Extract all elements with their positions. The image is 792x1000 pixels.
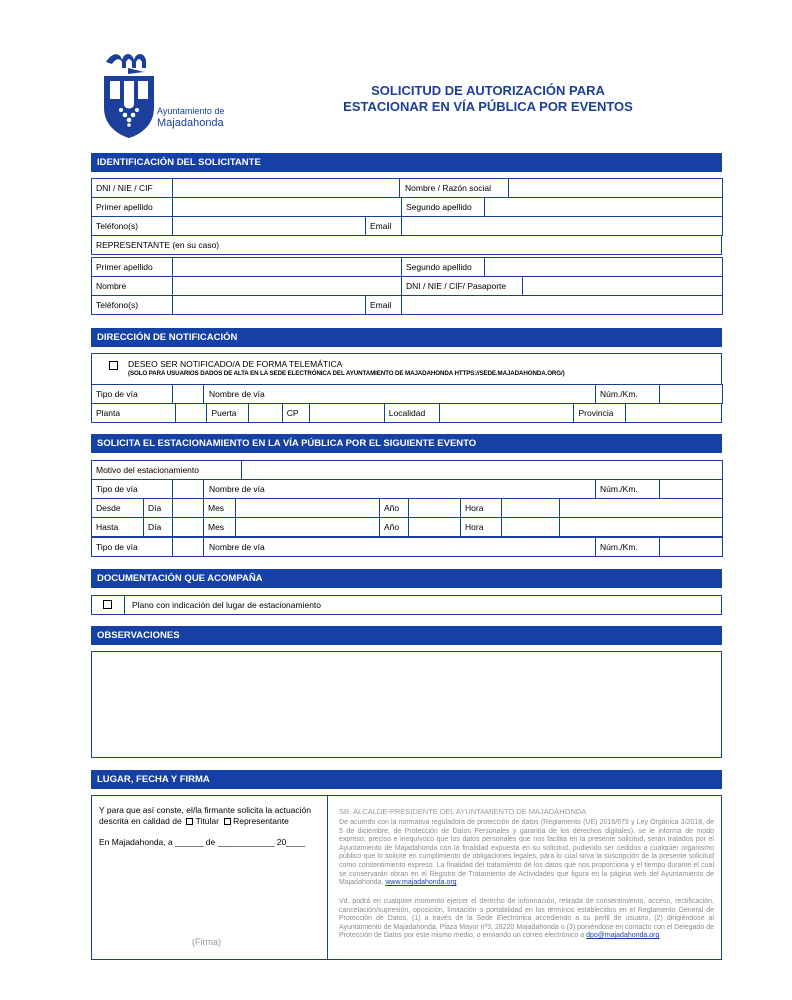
section-direccion: DIRECCIÓN DE NOTIFICACIÓN xyxy=(91,328,722,347)
nombre-via-label xyxy=(204,385,596,404)
identificacion-table xyxy=(91,178,723,198)
planta-label: Planta xyxy=(92,404,176,423)
evento2-num-km-label: Núm./Km. xyxy=(596,538,660,557)
hasta-mes-label: Mes xyxy=(204,518,236,537)
evento2-tipo-via-label: Tipo de vía xyxy=(92,538,173,557)
telefono-table xyxy=(91,216,723,236)
direccion-row-1 xyxy=(91,384,723,404)
vertical-divider xyxy=(327,796,328,959)
evento-via-row xyxy=(91,479,723,499)
desde-dia-input[interactable] xyxy=(173,499,204,518)
representante-label-firma: Representante xyxy=(233,816,289,826)
localidad-input[interactable] xyxy=(440,404,574,423)
telematica-label: DESEO SER NOTIFICADO/A DE FORMA TELEMÁTICA xyxy=(128,359,343,369)
evento-num-km-input[interactable] xyxy=(660,480,723,499)
destinatario: SR. ALCALDE-PRESIDENTE DEL AYUNTAMIENTO DE MAJADAHONDA xyxy=(339,807,587,816)
rep-nombre-table xyxy=(91,276,723,296)
representante-checkbox[interactable] xyxy=(224,818,231,825)
rep-apellidos-table xyxy=(91,257,723,277)
planta-input[interactable] xyxy=(175,404,207,423)
evento-tipo-via-input[interactable] xyxy=(173,480,204,499)
provincia-label: Provincia xyxy=(574,404,626,423)
firma-placeholder: (Firma) xyxy=(192,937,221,947)
rep-nombre-input[interactable] xyxy=(173,277,402,296)
hasta-mes-input[interactable] xyxy=(236,518,380,537)
primer-apellido-label: Primer apellido xyxy=(92,198,173,217)
primer-apellido-input[interactable] xyxy=(173,198,402,217)
section-solicita: SOLICITA EL ESTACIONAMIENTO EN LA VÍA PÚBLICA POR EL SIGUIENTE EVENTO xyxy=(91,434,722,453)
logo-line-2: Majadahonda xyxy=(157,117,224,129)
evento-num-km-label: Núm./Km. xyxy=(596,480,660,499)
ayuntamiento-logo xyxy=(98,48,160,140)
desde-hora-label: Hora xyxy=(461,499,502,518)
telematica-checkbox[interactable] xyxy=(109,361,118,370)
firma-texto-2-row xyxy=(99,816,324,827)
section-lugar: LUGAR, FECHA Y FIRMA xyxy=(91,770,722,789)
evento-via-row-2 xyxy=(91,537,723,557)
rep-dni-input[interactable] xyxy=(523,277,723,296)
nombre-razon-label: Nombre / Razón social xyxy=(400,179,509,198)
section-identificacion: IDENTIFICACIÓN DEL SOLICITANTE xyxy=(91,153,722,172)
plano-label: Plano con indicación del lugar de estacionamiento xyxy=(132,600,322,610)
desde-hora-input[interactable] xyxy=(502,499,560,518)
web-link[interactable]: www.majadahonda.org xyxy=(385,879,457,887)
hasta-row xyxy=(91,517,723,537)
firma-texto-1: Y para que así conste, el/la firmante solicita la actuación xyxy=(99,805,311,815)
nombre-via-text: Nombre de vía xyxy=(209,389,265,399)
title-line-2: ESTACIONAR EN VÍA PÚBLICA POR EVENTOS xyxy=(343,99,633,114)
hasta-hora-input[interactable] xyxy=(502,518,560,537)
firma-texto xyxy=(99,805,324,827)
hasta-blank xyxy=(560,518,723,537)
evento-nombre-via-text: Nombre de vía xyxy=(209,484,265,494)
page-title xyxy=(300,83,676,115)
representante-table xyxy=(91,235,722,255)
motivo-input[interactable] xyxy=(242,461,723,480)
localidad-label: Localidad xyxy=(384,404,440,423)
telematica-option xyxy=(91,353,722,385)
proteccion-datos-1-text: De acuerdo con la normativa reguladora de protección de datos (Reglamento (UE) 2016/679 y Ley Orgánica 3/2018, de 5 de diciembre, de Protección de Datos Personales y garantía de los derechos digitales), se le informa de modo expreso, preciso e inequívoco que los datos personales que nos facilita en la presente solicitud, serán tratados por el Ayuntamiento de Majadahonda con la finalidad expuesta en su solicitud, pudiendo ser cedidos a cualquier organismo público que lo solicite en cumplimiento de obligaciones legales, para lo cual sirva la suscripción de la presente solicitud como consentimiento expreso. La finalidad del tratamiento de los datos que nos proporciona y el tiempo durante el cual se conservarán obran en el Registro de Tratamiento de Actividades que figura en la página web del Ayuntamiento de Majadahonda, xyxy=(339,819,714,887)
desde-row xyxy=(91,498,723,518)
telematica-note: (SOLO PARA USUARIOS DADOS DE ALTA EN LA SEDE ELECTRÓNICA DEL AYUNTAMIENTO DE MAJADAHONDA HTTPS://SEDE.MAJADAHONDA.ORG/) xyxy=(128,370,565,377)
desde-blank xyxy=(560,499,723,518)
telefono-input[interactable] xyxy=(173,217,366,236)
section-documentacion: DOCUMENTACIÓN QUE ACOMPAÑA xyxy=(91,569,722,588)
email-input[interactable] xyxy=(402,217,723,236)
rep-segundo-apellido-input[interactable] xyxy=(485,258,723,277)
observaciones-textarea[interactable] xyxy=(91,651,722,758)
hasta-label: Hasta xyxy=(92,518,144,537)
logo-line-1: Ayuntamiento de xyxy=(157,106,225,116)
segundo-apellido-label: Segundo apellido xyxy=(402,198,485,217)
puerta-input[interactable] xyxy=(248,404,282,423)
titular-label: Titular xyxy=(195,816,219,826)
divider xyxy=(124,596,125,614)
titular-checkbox[interactable] xyxy=(186,818,193,825)
rep-telefono-input[interactable] xyxy=(173,296,366,315)
hasta-dia-input[interactable] xyxy=(173,518,204,537)
proteccion-datos-2-text: Vd. podrá en cualquier momento ejercer el derecho de información, retirada de consentimiento, acceso, rectificación, cancelación/supresión, oposición, limitación o portabilidad en los términos establecidos en el Reglamento General de Protección de Datos, (1) a través de la Sede Electrónica accediendo a su perfil de usuario, (2) dirigiéndose al Ayuntamiento de Majadahonda, Plaza Mayor nº3, 28220 Majadahonda o (3) poniéndose en contacto con el Delegado de Protección de Datos por este mismo medio, o enviando un correo electrónico a xyxy=(339,898,714,940)
num-km-input[interactable] xyxy=(660,385,723,404)
hasta-anio-input[interactable] xyxy=(409,518,461,537)
nombre-razon-input[interactable] xyxy=(509,179,723,198)
representante-label: REPRESENTANTE (en su caso) xyxy=(92,236,722,255)
section-observaciones: OBSERVACIONES xyxy=(91,626,722,645)
hasta-dia-label: Día xyxy=(144,518,173,537)
motivo-row xyxy=(91,460,723,480)
tipo-via-label: Tipo de vía xyxy=(92,385,173,404)
firma-texto-2: descrita en calidad de xyxy=(99,816,182,826)
evento2-tipo-via-input[interactable] xyxy=(173,538,204,557)
cp-input[interactable] xyxy=(309,404,384,423)
apellidos-table xyxy=(91,197,723,217)
rep-primer-apellido-label: Primer apellido xyxy=(92,258,173,277)
proteccion-datos-2 xyxy=(339,898,714,941)
email-label: Email xyxy=(366,217,402,236)
desde-dia-label: Día xyxy=(144,499,173,518)
lugar-fecha: En Majadahonda, a ______ de ____________ 20____ xyxy=(99,837,306,847)
evento-nombre-via-label xyxy=(204,480,596,499)
dpo-link[interactable]: dpo@majadahonda.org xyxy=(586,932,660,940)
desde-mes-input[interactable] xyxy=(236,499,380,518)
dni-input[interactable] xyxy=(173,179,400,198)
rep-segundo-apellido-label: Segundo apellido xyxy=(402,258,485,277)
desde-anio-input[interactable] xyxy=(409,499,461,518)
desde-label: Desde xyxy=(92,499,144,518)
proteccion-datos-1: De acuerdo con la normativa reguladora de protección de datos (Reglamento (UE) 2016/679 y Ley Orgánica 3/2018, de 5 de diciembre, de Protección de Datos Personales y garantía de los derechos digitales), se le informa de modo expreso, preciso e inequívoco que los datos personales que nos facilita en la presente solicitud, serán tratados por el Ayuntamiento de Majadahonda con la finalidad expuesta en su solicitud, pudiendo ser cedidos a cualquier organismo público que lo solicite en cumplimiento de obligaciones legales, para lo cual sirva la suscripción de la presente solicitud como consentimiento expreso. La finalidad del tratamiento de los datos que nos proporciona y el tiempo durante el cual se conservarán obran en el Registro de Tratamiento de Actividades que figura en la página web del Ayuntamiento de Majadahonda, www.majadahonda.org. xyxy=(339,819,714,887)
puerta-label: Puerta xyxy=(207,404,248,423)
segundo-apellido-input[interactable] xyxy=(485,198,723,217)
rep-primer-apellido-input[interactable] xyxy=(173,258,402,277)
rep-dni-label: DNI / NIE / CIF/ Pasaporte xyxy=(402,277,523,296)
desde-anio-label: Año xyxy=(380,499,409,518)
rep-nombre-label: Nombre xyxy=(92,277,173,296)
num-km-label: Núm./Km. xyxy=(596,385,660,404)
motivo-label: Motivo del estacionamiento xyxy=(92,461,242,480)
rep-telefono-label: Teléfono(s) xyxy=(92,296,173,315)
rep-email-input[interactable] xyxy=(402,296,723,315)
title-line-1: SOLICITUD DE AUTORIZACIÓN PARA xyxy=(371,83,605,98)
documentacion-item xyxy=(91,595,722,615)
cp-label: CP xyxy=(282,404,309,423)
desde-mes-label: Mes xyxy=(204,499,236,518)
evento2-nombre-via-text: Nombre de vía xyxy=(209,542,265,552)
rep-telefono-table xyxy=(91,295,723,315)
hasta-hora-label: Hora xyxy=(461,518,502,537)
logo-text xyxy=(157,105,224,129)
hasta-anio-label: Año xyxy=(380,518,409,537)
telefono-label: Teléfono(s) xyxy=(92,217,173,236)
dni-label: DNI / NIE / CIF xyxy=(92,179,173,198)
rep-email-label: Email xyxy=(366,296,402,315)
evento2-nombre-via-label xyxy=(204,538,596,557)
tipo-via-input[interactable] xyxy=(173,385,204,404)
plano-checkbox[interactable] xyxy=(103,600,112,609)
direccion-row-2 xyxy=(91,403,722,423)
firma-box xyxy=(91,795,722,960)
provincia-input[interactable] xyxy=(626,404,722,423)
evento-tipo-via-label: Tipo de vía xyxy=(92,480,173,499)
evento2-num-km-input[interactable] xyxy=(660,538,723,557)
